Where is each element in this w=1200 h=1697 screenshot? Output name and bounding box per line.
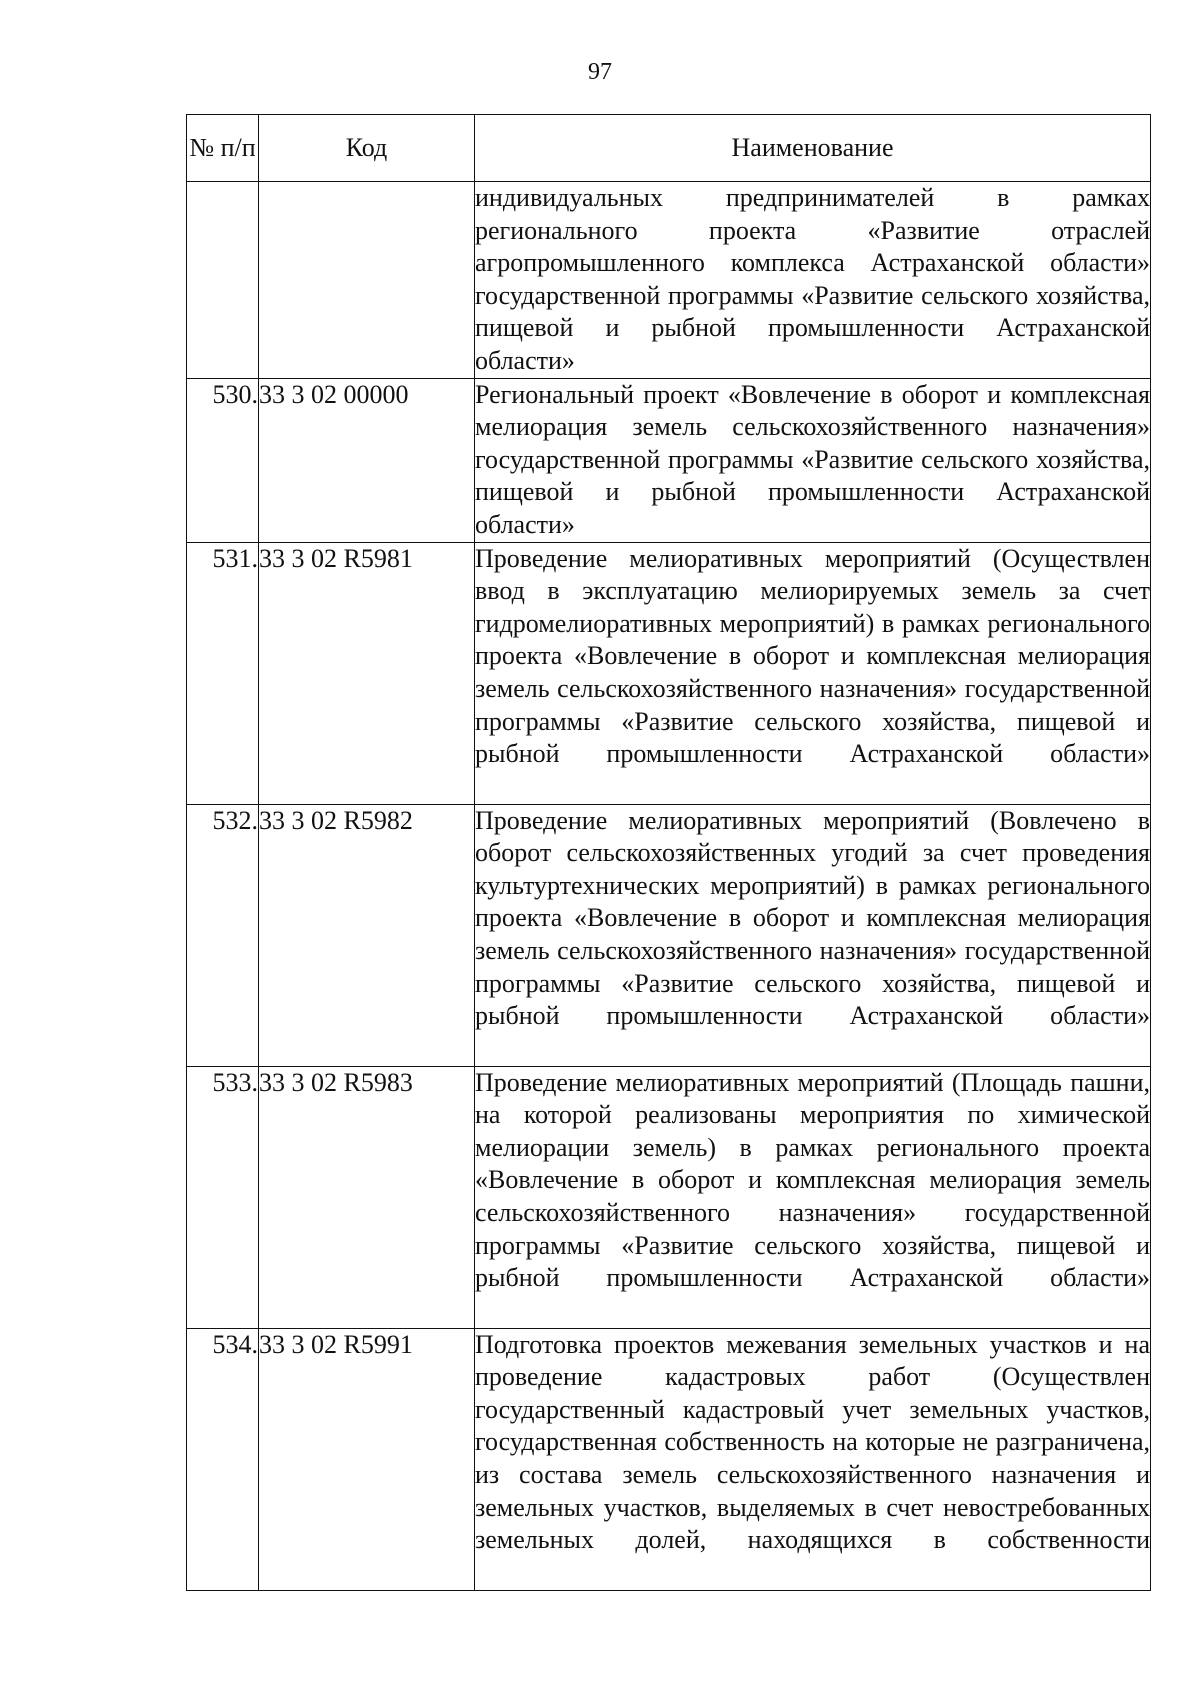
header-code: Код (259, 115, 475, 182)
row-name: индивидуальных предпринимателей в рамках регионального проекта «Развитие отраслей агропромышленного комплекса Астраханской области» государственной программы «Развитие сельского хозяйства, пищевой и рыбной промышленности Астраханской области» (475, 182, 1151, 379)
row-code (259, 182, 475, 379)
header-name: Наименование (475, 115, 1151, 182)
table-row (187, 378, 1151, 542)
row-code: 33 3 02 R5991 (259, 1328, 475, 1590)
row-name: Проведение мелиоративных мероприятий (Осуществлен ввод в эксплуатацию мелиорируемых земель за счет гидромелиоративных мероприятий) в рамках регионального проекта «Вовлечение в оборот и комплексная мелиорация земель сельскохозяйственного назначения» государственной программы «Развитие сельского хозяйства, пищевой и рыбной промышленности Астраханской области» (475, 542, 1151, 804)
page-number: 97 (588, 59, 612, 85)
row-name: Подготовка проектов межевания земельных участков и на проведение кадастровых работ (Осуществлен государственный кадастровый учет земельных участков, государственная собственность на которые не разграничена, из состава земель сельскохозяйственного назначения и земельных участков, выделяемых в счет невостребованных земельных долей, находящихся в собственности (475, 1328, 1151, 1590)
row-number: 530. (187, 378, 259, 542)
row-code: 33 3 02 R5983 (259, 1066, 475, 1328)
row-name: Проведение мелиоративных мероприятий (Вовлечено в оборот сельскохозяйственных угодий за счет проведения культуртехнических мероприятий) в рамках регионального проекта «Вовлечение в оборот и комплексная мелиорация земель сельскохозяйственного назначения» государственной программы «Развитие сельского хозяйства, пищевой и рыбной промышленности Астраханской области» (475, 804, 1151, 1066)
header-number: № п/п (187, 115, 259, 182)
row-name: Проведение мелиоративных мероприятий (Площадь пашни, на которой реализованы мероприятия по химической мелиорации земель) в рамках регионального проекта «Вовлечение в оборот и комплексная мелиорация земель сельскохозяйственного назначения» государственной программы «Развитие сельского хозяйства, пищевой и рыбной промышленности Астраханской области» (475, 1066, 1151, 1328)
row-number (187, 182, 259, 379)
table-row (187, 804, 1151, 1066)
row-code: 33 3 02 R5981 (259, 542, 475, 804)
row-code: 33 3 02 00000 (259, 378, 475, 542)
table-row (187, 1066, 1151, 1328)
row-number: 533. (187, 1066, 259, 1328)
row-code: 33 3 02 R5982 (259, 804, 475, 1066)
row-name: Региональный проект «Вовлечение в оборот и комплексная мелиорация земель сельскохозяйственного назначения» государственной программы «Развитие сельского хозяйства, пищевой и рыбной промышленности Астраханской области» (475, 378, 1151, 542)
table-row (187, 1328, 1151, 1590)
row-number: 531. (187, 542, 259, 804)
row-number: 532. (187, 804, 259, 1066)
table-row (187, 182, 1151, 379)
row-number: 534. (187, 1328, 259, 1590)
budget-classification-table (186, 114, 1151, 1591)
table-row (187, 542, 1151, 804)
table-header-row (187, 115, 1151, 182)
